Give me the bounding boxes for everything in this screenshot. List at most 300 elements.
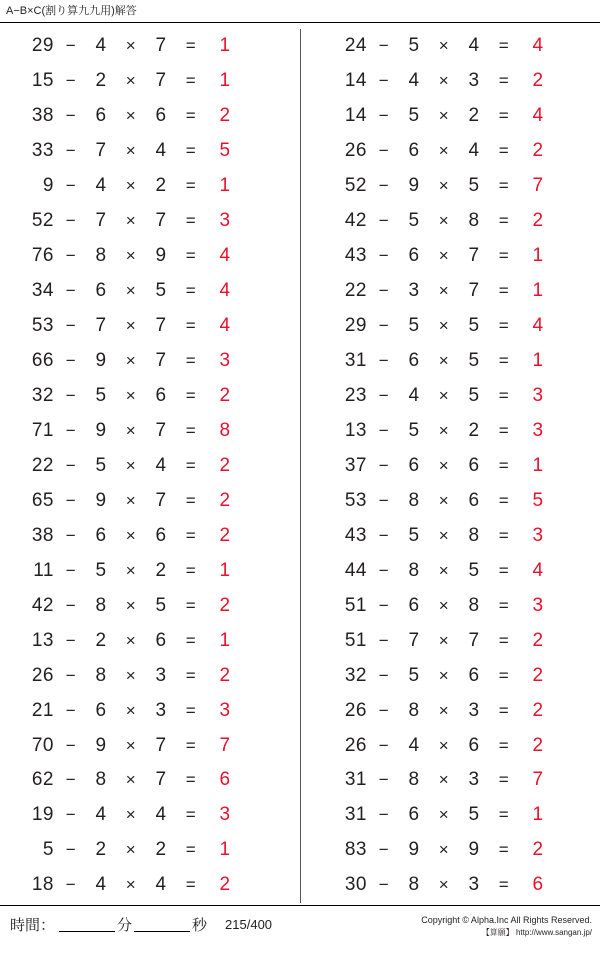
operand-b: 5: [95, 454, 107, 476]
minus-operator: −: [65, 420, 77, 440]
times-operator: ×: [438, 351, 450, 371]
equals-sign: =: [498, 420, 510, 440]
problem-row: [327, 99, 592, 134]
minus-operator: −: [65, 316, 77, 336]
operand-a: 71: [31, 419, 54, 441]
minus-operator: −: [65, 281, 77, 301]
times-operator: ×: [438, 630, 450, 650]
equals-sign: =: [185, 525, 197, 545]
operand-b: 4: [408, 385, 420, 406]
seconds-blank[interactable]: [134, 914, 190, 932]
operand-b: 7: [408, 629, 420, 651]
operand-c: 8: [468, 594, 480, 616]
equals-sign: =: [185, 630, 197, 650]
page-footer: [0, 905, 600, 957]
times-operator: ×: [125, 36, 137, 56]
answer-value: 1: [219, 70, 231, 92]
problem-row: [327, 29, 592, 64]
equals-sign: =: [185, 141, 197, 161]
answer-value: 2: [219, 385, 231, 406]
operand-a: 18: [31, 874, 54, 896]
equals-sign: =: [498, 36, 510, 56]
minus-operator: −: [378, 840, 390, 860]
operand-a: 29: [31, 35, 54, 57]
operand-b: 5: [408, 315, 420, 337]
minus-operator: −: [65, 805, 77, 825]
times-operator: ×: [438, 595, 450, 615]
problem-row: [14, 588, 290, 623]
times-operator: ×: [438, 560, 450, 580]
answer-value: 1: [532, 350, 544, 372]
operand-a: 38: [31, 105, 54, 127]
minus-operator: −: [378, 141, 390, 161]
operand-c: 6: [155, 385, 167, 406]
operand-c: 6: [468, 734, 480, 756]
equals-sign: =: [498, 386, 510, 405]
answer-value: 4: [219, 315, 231, 337]
problem-row: [14, 239, 290, 274]
problem-row: [327, 204, 592, 239]
answer-value: 2: [532, 734, 544, 756]
minus-operator: −: [65, 36, 77, 56]
operand-a: 44: [344, 559, 367, 581]
times-operator: ×: [125, 71, 137, 91]
operand-b: 6: [95, 280, 107, 302]
answer-value: 3: [219, 210, 231, 232]
operand-b: 5: [95, 559, 107, 581]
minus-operator: −: [65, 351, 77, 371]
problem-row: [14, 763, 290, 798]
equals-sign: =: [185, 770, 197, 790]
problem-row: [327, 413, 592, 448]
problem-row: [14, 204, 290, 239]
answer-value: 4: [532, 105, 544, 127]
answer-value: 2: [532, 629, 544, 651]
operand-c: 7: [468, 280, 480, 302]
minus-operator: −: [378, 560, 390, 580]
operand-a: 51: [344, 594, 367, 616]
equals-sign: =: [185, 455, 197, 475]
minus-operator: −: [378, 700, 390, 720]
problem-row: [14, 798, 290, 833]
equals-sign: =: [498, 351, 510, 371]
times-operator: ×: [438, 36, 450, 56]
operand-b: 4: [408, 70, 420, 92]
operand-a: 42: [344, 210, 367, 232]
times-operator: ×: [125, 455, 137, 475]
answer-value: 3: [532, 594, 544, 616]
answer-value: 3: [532, 524, 544, 546]
equals-sign: =: [185, 560, 197, 580]
answer-value: 2: [532, 210, 544, 232]
minus-operator: −: [65, 386, 77, 405]
operand-c: 7: [155, 35, 167, 57]
times-operator: ×: [125, 106, 137, 126]
problem-row: [327, 134, 592, 169]
answer-value: 1: [532, 804, 544, 826]
times-operator: ×: [125, 805, 137, 825]
operand-b: 8: [95, 664, 107, 686]
operand-a: 21: [31, 699, 54, 721]
problem-row: [327, 169, 592, 204]
times-operator: ×: [438, 316, 450, 336]
operand-b: 6: [408, 140, 420, 162]
operand-a: 5: [42, 839, 54, 861]
equals-sign: =: [498, 211, 510, 231]
problem-row: [327, 623, 592, 658]
minus-operator: −: [65, 735, 77, 755]
operand-b: 4: [408, 734, 420, 756]
equals-sign: =: [185, 875, 197, 895]
minus-operator: −: [65, 770, 77, 790]
answer-value: 1: [532, 280, 544, 302]
operand-c: 8: [468, 210, 480, 232]
times-operator: ×: [125, 490, 137, 510]
answer-value: 2: [219, 874, 231, 896]
answer-value: 7: [219, 734, 231, 756]
answer-value: 2: [532, 699, 544, 721]
operand-b: 9: [95, 419, 107, 441]
minus-operator: −: [65, 630, 77, 650]
operand-a: 14: [344, 70, 367, 92]
operand-a: 13: [31, 629, 54, 651]
times-operator: ×: [438, 281, 450, 301]
time-label: 時間：: [10, 917, 56, 934]
operand-c: 6: [155, 629, 167, 651]
operand-c: 7: [155, 419, 167, 441]
equals-sign: =: [498, 490, 510, 510]
operand-a: 66: [31, 350, 54, 372]
operand-b: 8: [408, 559, 420, 581]
problem-row: [14, 344, 290, 379]
problem-row: [14, 169, 290, 204]
times-operator: ×: [438, 770, 450, 790]
times-operator: ×: [438, 840, 450, 860]
times-operator: ×: [438, 805, 450, 825]
equals-sign: =: [498, 141, 510, 161]
minus-operator: −: [378, 525, 390, 545]
operand-c: 5: [468, 559, 480, 581]
problem-row: [327, 239, 592, 274]
minutes-blank[interactable]: [59, 914, 115, 932]
answer-value: 2: [219, 454, 231, 476]
answer-value: 8: [219, 419, 231, 441]
copyright-text: Copyright © Alpha.Inc All Rights Reserved.: [421, 915, 592, 925]
minus-operator: −: [65, 106, 77, 126]
minus-operator: −: [65, 211, 77, 231]
problem-row: [327, 309, 592, 344]
times-operator: ×: [125, 875, 137, 895]
equals-sign: =: [498, 281, 510, 301]
times-operator: ×: [438, 141, 450, 161]
operand-c: 6: [468, 489, 480, 511]
equals-sign: =: [498, 875, 510, 895]
minus-operator: −: [65, 560, 77, 580]
problem-row: [14, 623, 290, 658]
operand-c: 2: [155, 175, 167, 197]
page-number: 215/400: [225, 917, 273, 932]
problem-row: [327, 344, 592, 379]
problem-row: [14, 99, 290, 134]
operand-c: 6: [468, 664, 480, 686]
operand-c: 7: [155, 734, 167, 756]
answer-value: 1: [219, 629, 231, 651]
equals-sign: =: [498, 630, 510, 650]
answer-value: 1: [532, 245, 544, 267]
operand-a: 32: [344, 664, 367, 686]
operand-c: 5: [155, 594, 167, 616]
operand-c: 3: [468, 70, 480, 92]
operand-a: 83: [344, 839, 367, 861]
operand-b: 7: [95, 210, 107, 232]
equals-sign: =: [185, 840, 197, 860]
operand-a: 24: [344, 35, 367, 57]
equals-sign: =: [185, 386, 197, 405]
problem-row: [327, 64, 592, 99]
equals-sign: =: [498, 455, 510, 475]
operand-b: 3: [408, 280, 420, 302]
problem-row: [327, 868, 592, 903]
times-operator: ×: [438, 665, 450, 685]
operand-c: 5: [468, 385, 480, 406]
equals-sign: =: [498, 246, 510, 266]
operand-b: 5: [408, 35, 420, 57]
operand-b: 6: [408, 454, 420, 476]
times-operator: ×: [438, 700, 450, 720]
minus-operator: −: [65, 71, 77, 91]
problem-row: [14, 379, 290, 414]
answer-value: 2: [219, 489, 231, 511]
minus-operator: −: [378, 875, 390, 895]
operand-c: 3: [468, 769, 480, 791]
equals-sign: =: [185, 420, 197, 440]
operand-c: 6: [155, 105, 167, 127]
operand-b: 5: [408, 105, 420, 127]
operand-a: 31: [344, 804, 367, 826]
problem-row: [14, 658, 290, 693]
credit-block: [421, 914, 592, 939]
answer-value: 1: [532, 454, 544, 476]
times-operator: ×: [125, 840, 137, 860]
operand-a: 26: [344, 699, 367, 721]
operand-a: 22: [31, 454, 54, 476]
times-operator: ×: [438, 386, 450, 405]
operand-a: 33: [31, 140, 54, 162]
times-operator: ×: [438, 735, 450, 755]
equals-sign: =: [498, 805, 510, 825]
operand-a: 65: [31, 489, 54, 511]
operand-c: 3: [155, 699, 167, 721]
operand-a: 22: [344, 280, 367, 302]
answer-value: 2: [532, 839, 544, 861]
minus-operator: −: [378, 386, 390, 405]
operand-c: 7: [468, 245, 480, 267]
problem-row: [14, 134, 290, 169]
operand-b: 4: [95, 874, 107, 896]
times-operator: ×: [125, 770, 137, 790]
equals-sign: =: [185, 700, 197, 720]
equals-sign: =: [498, 106, 510, 126]
operand-a: 51: [344, 629, 367, 651]
operand-c: 3: [155, 664, 167, 686]
operand-c: 9: [155, 245, 167, 267]
times-operator: ×: [125, 525, 137, 545]
operand-c: 5: [468, 315, 480, 337]
answer-value: 1: [219, 175, 231, 197]
minus-operator: −: [378, 176, 390, 196]
operand-b: 6: [408, 350, 420, 372]
operand-a: 34: [31, 280, 54, 302]
operand-a: 52: [344, 175, 367, 197]
problem-row: [327, 658, 592, 693]
minus-operator: −: [378, 805, 390, 825]
answer-value: 1: [219, 559, 231, 581]
operand-b: 6: [408, 804, 420, 826]
answer-value: 6: [532, 874, 544, 896]
times-operator: ×: [438, 525, 450, 545]
operand-a: 15: [31, 70, 54, 92]
operand-c: 6: [155, 524, 167, 546]
answer-value: 5: [532, 489, 544, 511]
equals-sign: =: [498, 525, 510, 545]
operand-b: 2: [95, 70, 107, 92]
problem-row: [14, 553, 290, 588]
problem-row: [14, 833, 290, 868]
answer-value: 2: [219, 594, 231, 616]
operand-a: 38: [31, 524, 54, 546]
equals-sign: =: [185, 106, 197, 126]
times-operator: ×: [125, 281, 137, 301]
minus-operator: −: [378, 665, 390, 685]
times-operator: ×: [438, 71, 450, 91]
operand-b: 7: [95, 315, 107, 337]
operand-b: 5: [408, 419, 420, 441]
answer-value: 2: [219, 664, 231, 686]
minus-operator: −: [378, 106, 390, 126]
equals-sign: =: [185, 71, 197, 91]
operand-a: 53: [31, 315, 54, 337]
answer-value: 3: [219, 350, 231, 372]
problem-row: [327, 483, 592, 518]
operand-c: 7: [155, 210, 167, 232]
times-operator: ×: [125, 351, 137, 371]
operand-a: 30: [344, 874, 367, 896]
answer-value: 4: [532, 559, 544, 581]
operand-c: 4: [155, 874, 167, 896]
minus-operator: −: [65, 840, 77, 860]
answer-value: 2: [532, 140, 544, 162]
answer-value: 1: [219, 35, 231, 57]
operand-a: 31: [344, 769, 367, 791]
equals-sign: =: [185, 665, 197, 685]
problem-row: [14, 518, 290, 553]
problem-row: [14, 274, 290, 309]
operand-a: 70: [31, 734, 54, 756]
operand-b: 6: [95, 524, 107, 546]
operand-a: 26: [344, 140, 367, 162]
operand-c: 5: [468, 804, 480, 826]
operand-b: 8: [95, 594, 107, 616]
operand-b: 6: [408, 594, 420, 616]
operand-c: 5: [155, 280, 167, 302]
times-operator: ×: [125, 595, 137, 615]
operand-b: 9: [95, 734, 107, 756]
operand-b: 8: [95, 769, 107, 791]
problem-row: [327, 798, 592, 833]
minus-operator: −: [65, 665, 77, 685]
equals-sign: =: [185, 176, 197, 196]
operand-c: 4: [155, 454, 167, 476]
operand-c: 7: [155, 350, 167, 372]
operand-a: 43: [344, 524, 367, 546]
operand-a: 14: [344, 105, 367, 127]
problem-row: [14, 413, 290, 448]
equals-sign: =: [185, 805, 197, 825]
problem-row: [327, 379, 592, 414]
answer-value: 1: [219, 839, 231, 861]
answer-value: 3: [532, 385, 544, 406]
operand-c: 7: [155, 769, 167, 791]
problem-row: [14, 693, 290, 728]
operand-c: 7: [155, 70, 167, 92]
operand-b: 6: [95, 105, 107, 127]
operand-b: 4: [95, 35, 107, 57]
operand-b: 8: [408, 769, 420, 791]
operand-c: 3: [468, 874, 480, 896]
problem-row: [327, 274, 592, 309]
minus-operator: −: [378, 735, 390, 755]
answer-value: 3: [219, 699, 231, 721]
minus-operator: −: [65, 455, 77, 475]
equals-sign: =: [498, 700, 510, 720]
answer-value: 2: [532, 70, 544, 92]
operand-a: 26: [344, 734, 367, 756]
times-operator: ×: [125, 560, 137, 580]
operand-a: 43: [344, 245, 367, 267]
answer-value: 4: [532, 35, 544, 57]
times-operator: ×: [438, 246, 450, 266]
operand-a: 19: [31, 804, 54, 826]
minus-operator: −: [378, 281, 390, 301]
minus-operator: −: [378, 351, 390, 371]
problem-row: [327, 728, 592, 763]
equals-sign: =: [498, 840, 510, 860]
times-operator: ×: [125, 630, 137, 650]
minus-operator: −: [378, 316, 390, 336]
equals-sign: =: [498, 770, 510, 790]
times-operator: ×: [438, 420, 450, 440]
times-operator: ×: [438, 875, 450, 895]
equals-sign: =: [185, 211, 197, 231]
times-operator: ×: [125, 665, 137, 685]
minus-operator: −: [378, 490, 390, 510]
minus-operator: −: [378, 71, 390, 91]
operand-b: 8: [408, 699, 420, 721]
operand-c: 9: [468, 839, 480, 861]
times-operator: ×: [125, 141, 137, 161]
site-url[interactable]: http://www.sangan.jp/: [515, 928, 592, 937]
operand-a: 9: [42, 175, 54, 197]
problem-columns: [0, 23, 600, 903]
operand-c: 7: [155, 315, 167, 337]
times-operator: ×: [125, 176, 137, 196]
equals-sign: =: [498, 735, 510, 755]
operand-c: 2: [468, 419, 480, 441]
operand-a: 26: [31, 664, 54, 686]
times-operator: ×: [125, 316, 137, 336]
equals-sign: =: [498, 595, 510, 615]
operand-b: 6: [408, 245, 420, 267]
